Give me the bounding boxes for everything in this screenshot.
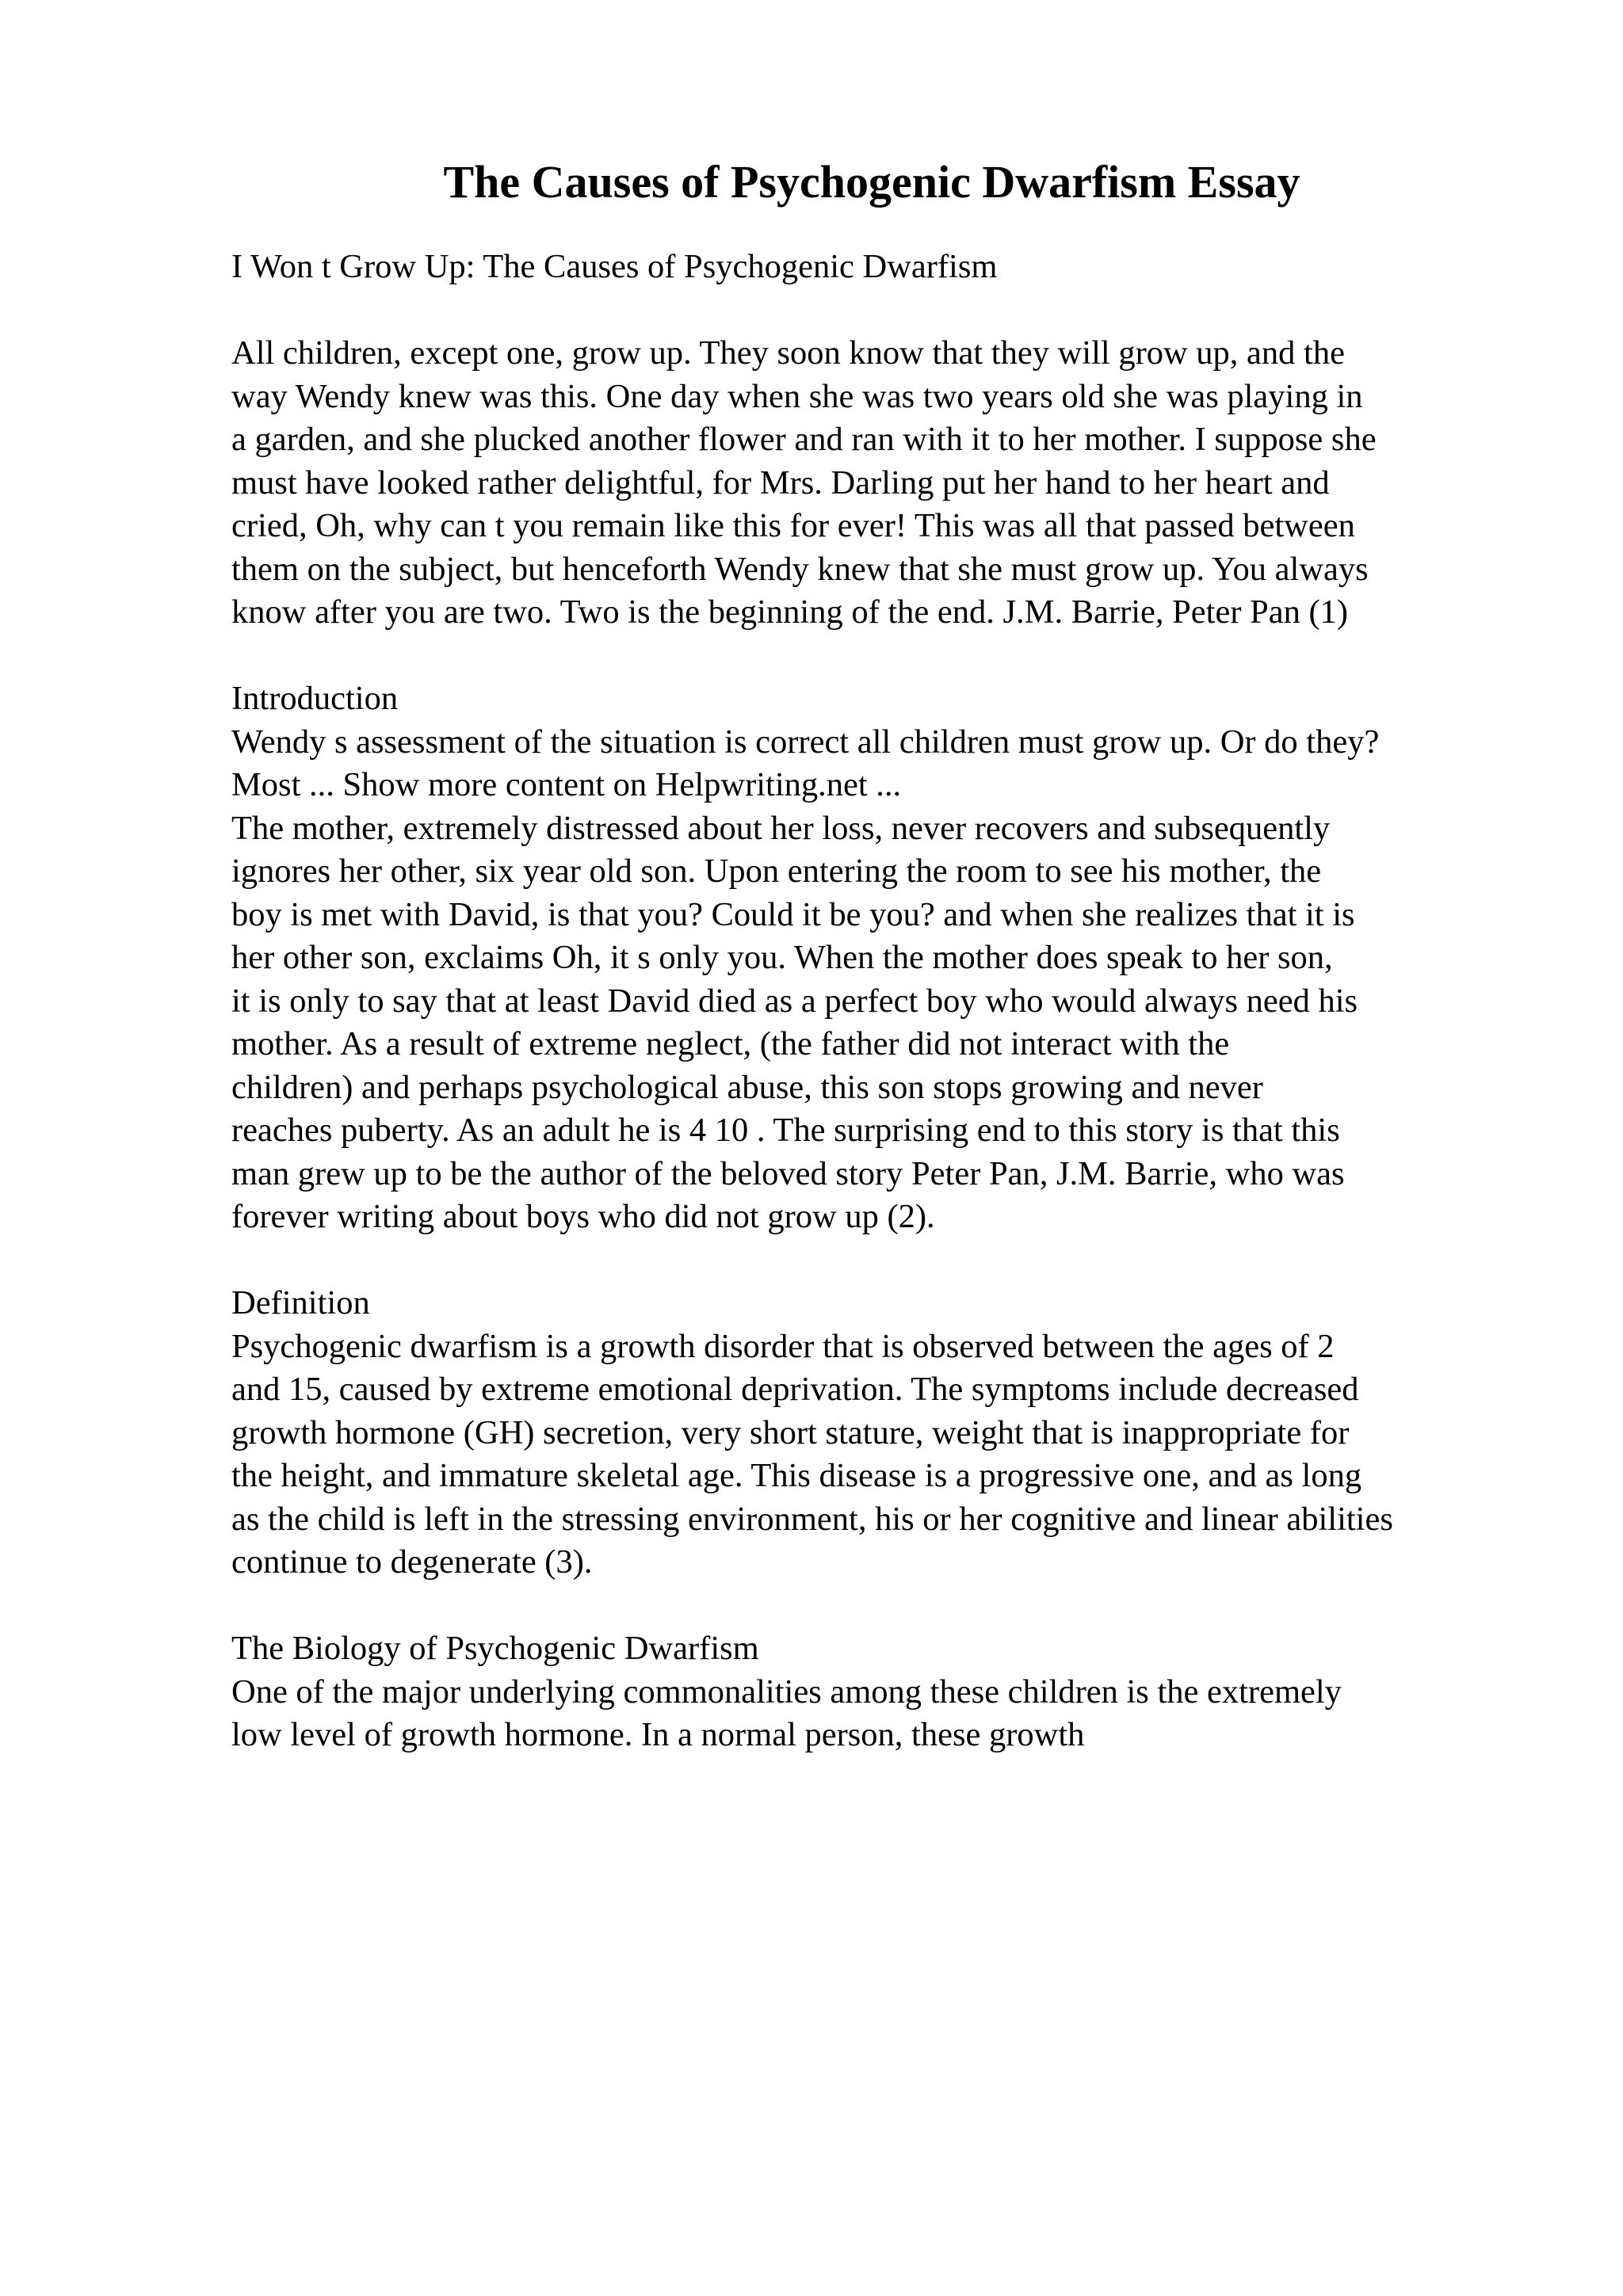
text-line: man grew up to be the author of the beloved story Peter Pan, J.M. Barrie, who was — [231, 1154, 1345, 1192]
document-body — [231, 246, 1579, 1757]
introduction-section — [231, 677, 1579, 1239]
text-line: cried, Oh, why can t you remain like this for ever! This was all that passed between — [231, 507, 1355, 544]
text-line: reaches puberty. As an adult he is 4 10 . The surprising end to this story is that this — [231, 1112, 1340, 1149]
paragraph-gap — [231, 635, 1579, 678]
epigraph-paragraph — [231, 332, 1579, 635]
paragraph-gap — [231, 289, 1579, 333]
text-line: Wendy s assessment of the situation is correct all children must grow up. Or do they? — [231, 723, 1380, 761]
text-line: Most ... Show more content on Helpwriting.net ... — [231, 766, 902, 803]
text-line: The mother, extremely distressed about her loss, never recovers and subsequently — [231, 809, 1331, 847]
biology-section — [231, 1627, 1579, 1757]
text-line: One of the major underlying commonalities among these children is the extremely — [231, 1672, 1342, 1711]
text-line: know after you are two. Two is the beginning of the end. J.M. Barrie, Peter Pan (1) — [231, 593, 1349, 631]
text-line: way Wendy knew was this. One day when she was two years old she was playing in — [231, 377, 1363, 415]
text-line: the height, and immature skeletal age. This disease is a progressive one, and as long — [231, 1457, 1362, 1494]
section-heading-biology: The Biology of Psychogenic Dwarfism — [231, 1630, 759, 1667]
text-line: them on the subject, but henceforth Wendy knew that she must grow up. You always — [231, 550, 1369, 588]
subtitle — [231, 246, 1579, 289]
text-line: boy is met with David, is that you? Could it be you? and when she realizes that it is — [231, 895, 1355, 933]
text-line: Psychogenic dwarfism is a growth disorder that is observed between the ages of 2 — [231, 1327, 1335, 1365]
section-heading-definition: Definition — [231, 1284, 370, 1322]
text-line: low level of growth hormone. In a normal person, these growth — [231, 1716, 1085, 1753]
paragraph-gap — [231, 1585, 1579, 1628]
text-line: it is only to say that at least David died as a perfect boy who would always need his — [231, 982, 1358, 1020]
text-line: a garden, and she plucked another flower and ran with it to her mother. I suppose she — [231, 421, 1377, 458]
text-line: ignores her other, six year old son. Upon entering the room to see his mother, the — [231, 852, 1322, 890]
text-line: as the child is left in the stressing environment, his or her cognitive and linear abilities — [231, 1500, 1393, 1538]
definition-section — [231, 1282, 1579, 1585]
text-line: growth hormone (GH) secretion, very short stature, weight that is inappropriate for — [231, 1413, 1350, 1451]
paragraph-gap — [231, 1239, 1579, 1283]
text-line: mother. As a result of extreme neglect, (the father did not interact with the — [231, 1025, 1230, 1062]
text-line: forever writing about boys who did not grow up (2). — [231, 1198, 935, 1235]
text-line: children) and perhaps psychological abuse, this son stops growing and never — [231, 1068, 1263, 1106]
document-title: The Causes of Psychogenic Dwarfism Essay — [443, 156, 1300, 208]
text-line: her other son, exclaims Oh, it s only you. When the mother does speak to her son, — [231, 939, 1333, 976]
text-line: continue to degenerate (3). — [231, 1543, 593, 1581]
text-line: must have looked rather delightful, for Mrs. Darling put her hand to her heart and — [231, 463, 1330, 502]
text-line: All children, except one, grow up. They soon know that they will grow up, and the — [231, 334, 1345, 372]
section-heading-introduction: Introduction — [231, 680, 399, 717]
text-line: and 15, caused by extreme emotional deprivation. The symptoms include decreased — [231, 1371, 1359, 1408]
subtitle-line: I Won t Grow Up: The Causes of Psychogenic Dwarfism — [231, 248, 998, 285]
